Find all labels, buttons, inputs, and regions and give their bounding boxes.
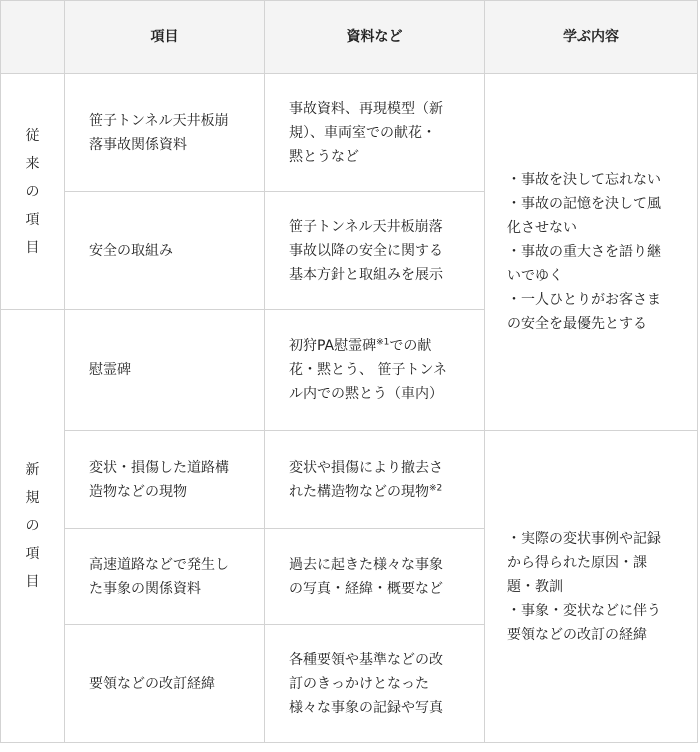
table-row: [1, 431, 698, 529]
row-item: 要領などの改訂経緯: [65, 625, 265, 743]
header-corner: [1, 1, 65, 74]
table-row: [1, 74, 698, 192]
row-item: 笹子トンネル天井板崩 落事故関係資料: [65, 74, 265, 192]
row-item: 高速道路などで発生し た事象の関係資料: [65, 529, 265, 625]
learning-group-1: ・事故を決して忘れない ・事故の記憶を決して風 化させない ・事故の重大さを語り継 いでゆく ・一人ひとりがお客さま の安全を最優先とする: [485, 74, 698, 431]
header-learning: 学ぶ内容: [485, 1, 698, 74]
header-item: 項目: [65, 1, 265, 74]
row-materials: 初狩PA慰霊碑$^{※1}$での献 花・黙とう、 笹子トンネ ル内での黙とう（車内）: [265, 310, 485, 431]
row-item: 慰霊碑: [65, 310, 265, 431]
header-row: [1, 1, 698, 74]
row-materials: 各種要領や基準などの改 訂のきっかけとなった 様々な事象の記録や写真: [265, 625, 485, 743]
footnote-marker-2: ※2: [429, 482, 443, 493]
row-item: 安全の取組み: [65, 192, 265, 310]
group-label-new: 新規の項目: [1, 310, 65, 743]
footnote-marker-1: ※1: [376, 337, 390, 348]
group-label-existing: 従来の項目: [1, 74, 65, 310]
row-materials: 事故資料、再現模型（新 規）、車両室での献花・ 黙とうなど: [265, 74, 485, 192]
learning-group-2: ・実際の変状事例や記録 から得られた原因・課 題・教訓 ・事象・変状などに伴う 要領などの改訂の経緯: [485, 431, 698, 743]
row-materials: 過去に起きた様々な事象 の写真・経緯・概要など: [265, 529, 485, 625]
row-materials: 変状や損傷により撤去さ れた構造物などの現物$^{※2}$: [265, 431, 485, 529]
row-materials: 笹子トンネル天井板崩落 事故以降の安全に関する 基本方針と取組みを展示: [265, 192, 485, 310]
header-materials: 資料など: [265, 1, 485, 74]
row-item: 変状・損傷した道路構 造物などの現物: [65, 431, 265, 529]
